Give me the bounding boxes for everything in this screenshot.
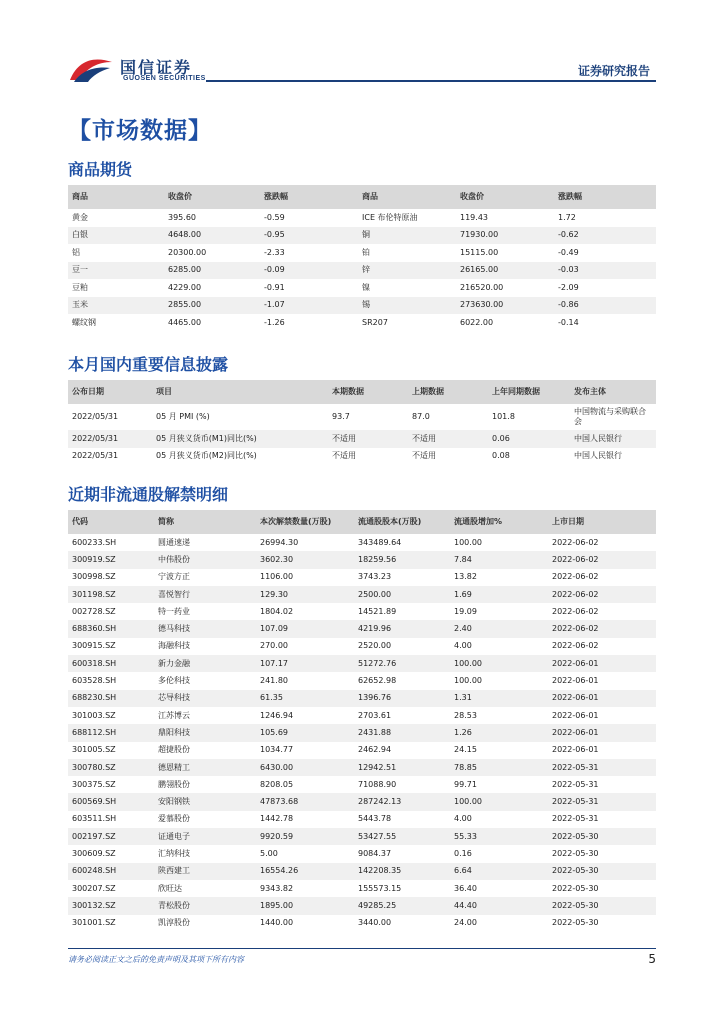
table-cell: 24.15 bbox=[454, 745, 477, 755]
table-cell: 1.31 bbox=[454, 693, 472, 703]
table-cell: 300919.SZ bbox=[72, 554, 116, 564]
table-cell: 6022.00 bbox=[460, 317, 494, 327]
table-cell: 395.60 bbox=[168, 212, 196, 222]
table-row bbox=[68, 314, 656, 332]
commodities-table bbox=[68, 185, 656, 332]
table-cell: 4.00 bbox=[454, 814, 472, 824]
table-cell: 119.43 bbox=[460, 212, 488, 222]
table-cell: 600233.SH bbox=[72, 537, 117, 547]
guosen-logo-icon bbox=[68, 54, 114, 84]
table-cell: 688230.SH bbox=[72, 693, 117, 703]
column-header: 涨跌幅 bbox=[558, 192, 582, 201]
table-cell: 德恩精工 bbox=[158, 762, 190, 772]
table-row bbox=[68, 880, 656, 897]
table-cell: 343489.64 bbox=[358, 537, 402, 547]
table-cell: 002197.SZ bbox=[72, 831, 116, 841]
table-cell: 锌 bbox=[362, 265, 370, 275]
table-cell: 28.53 bbox=[454, 710, 477, 720]
table-cell: 中国物流与采购联合会 bbox=[574, 407, 646, 426]
table-header-row bbox=[68, 185, 656, 209]
table-cell: 688112.SH bbox=[72, 727, 117, 737]
table-cell: 2022-06-02 bbox=[552, 624, 599, 634]
table-cell: 05 月狭义货币(M1)同比(%) bbox=[156, 433, 257, 443]
page-title: 【市场数据】 bbox=[68, 118, 212, 144]
table-cell: 2022-05-30 bbox=[552, 866, 599, 876]
table-cell: 2022-06-01 bbox=[552, 658, 599, 668]
table-cell: 4465.00 bbox=[168, 317, 202, 327]
column-header: 公布日期 bbox=[72, 387, 104, 396]
table-cell: 黄金 bbox=[72, 212, 88, 222]
table-cell: -1.26 bbox=[264, 317, 285, 327]
table-cell: 300609.SZ bbox=[72, 848, 116, 858]
table-cell: 100.00 bbox=[454, 676, 482, 686]
table-cell: 凯淳股份 bbox=[158, 918, 190, 928]
table-cell: 海融科技 bbox=[158, 641, 190, 651]
table-cell: 49285.25 bbox=[358, 900, 397, 910]
table-cell: 19.09 bbox=[454, 606, 477, 616]
table-cell: 12942.51 bbox=[358, 762, 397, 772]
report-type-label: 证券研究报告 bbox=[577, 64, 650, 78]
table-cell: 2022-06-02 bbox=[552, 606, 599, 616]
table-cell: 2022-05-30 bbox=[552, 900, 599, 910]
table-cell: 宁波方正 bbox=[158, 572, 190, 582]
table-cell: 9920.59 bbox=[260, 831, 294, 841]
table-cell: 300915.SZ bbox=[72, 641, 116, 651]
table-cell: 欣旺达 bbox=[158, 883, 182, 893]
table-cell: 100.00 bbox=[454, 658, 482, 668]
table-row bbox=[68, 297, 656, 315]
table-cell: 300998.SZ bbox=[72, 572, 116, 582]
table-cell: 螺纹钢 bbox=[72, 317, 96, 327]
table-cell: 51272.76 bbox=[358, 658, 397, 668]
table-cell: 20300.00 bbox=[168, 247, 207, 257]
table-cell: 不适用 bbox=[412, 451, 436, 461]
table-cell: 豆粕 bbox=[72, 282, 88, 292]
column-header: 简称 bbox=[158, 517, 174, 526]
table-cell: 603511.SH bbox=[72, 814, 117, 824]
footer-divider bbox=[68, 948, 656, 949]
table-cell: 600318.SH bbox=[72, 658, 117, 668]
table-row bbox=[68, 655, 656, 672]
table-cell: 新力金融 bbox=[158, 658, 190, 668]
table-cell: -0.14 bbox=[558, 317, 579, 327]
table-cell: 超捷股份 bbox=[158, 745, 190, 755]
table-row bbox=[68, 404, 656, 430]
logo-english-name: GUOSEN SECURITIES bbox=[123, 75, 206, 82]
table-cell: 105.69 bbox=[260, 727, 288, 737]
disclaimer-note: 请务必阅读正文之后的免责声明及其项下所有内容 bbox=[68, 955, 244, 964]
table-cell: 24.00 bbox=[454, 918, 477, 928]
table-cell: 汇纳科技 bbox=[158, 848, 190, 858]
column-header: 代码 bbox=[72, 517, 88, 526]
table-row bbox=[68, 915, 656, 932]
table-row bbox=[68, 244, 656, 262]
table-cell: 273630.00 bbox=[460, 300, 504, 310]
table-cell: 2022-06-02 bbox=[552, 554, 599, 564]
table-cell: 德马科技 bbox=[158, 624, 190, 634]
table-cell: 2500.00 bbox=[358, 589, 392, 599]
table-cell: 圆通速递 bbox=[158, 537, 190, 547]
table-cell: 53427.55 bbox=[358, 831, 397, 841]
table-row bbox=[68, 776, 656, 793]
table-cell: 2022-05-30 bbox=[552, 918, 599, 928]
table-cell: 55.33 bbox=[454, 831, 477, 841]
table-cell: 36.40 bbox=[454, 883, 477, 893]
column-header: 收盘价 bbox=[460, 192, 484, 201]
table-cell: 129.30 bbox=[260, 589, 288, 599]
column-header: 本期数据 bbox=[332, 387, 364, 396]
table-cell: 江苏博云 bbox=[158, 710, 190, 720]
column-header: 流通股增加% bbox=[454, 517, 503, 526]
table-cell: 青松股份 bbox=[158, 900, 190, 910]
table-cell: 4229.00 bbox=[168, 282, 202, 292]
table-row bbox=[68, 742, 656, 759]
table-cell: 2022/05/31 bbox=[72, 433, 119, 443]
table-cell: 301198.SZ bbox=[72, 589, 116, 599]
table-row bbox=[68, 638, 656, 655]
table-cell: 3440.00 bbox=[358, 918, 392, 928]
table-cell: 芯导科技 bbox=[158, 693, 190, 703]
table-header-row bbox=[68, 510, 656, 534]
table-cell: 2022-06-01 bbox=[552, 693, 599, 703]
table-cell: 特一药业 bbox=[158, 606, 190, 616]
table-cell: 8208.05 bbox=[260, 779, 294, 789]
table-cell: 603528.SH bbox=[72, 676, 117, 686]
table-cell: 2431.88 bbox=[358, 727, 392, 737]
table-cell: 2022-05-31 bbox=[552, 779, 599, 789]
table-cell: 5.00 bbox=[260, 848, 278, 858]
table-cell: 1.26 bbox=[454, 727, 472, 737]
table-cell: 2703.61 bbox=[358, 710, 392, 720]
table-cell: 2022/05/31 bbox=[72, 412, 119, 421]
table-row bbox=[68, 227, 656, 245]
table-row bbox=[68, 534, 656, 551]
table-cell: 中伟股份 bbox=[158, 554, 190, 564]
table-row bbox=[68, 603, 656, 620]
table-cell: 2855.00 bbox=[168, 300, 202, 310]
table-cell: 1034.77 bbox=[260, 745, 294, 755]
table-cell: 2022-06-01 bbox=[552, 676, 599, 686]
table-cell: 13.82 bbox=[454, 572, 477, 582]
table-row bbox=[68, 448, 656, 466]
table-cell: 玉米 bbox=[72, 300, 88, 310]
table-cell: 05 月 PMI (%) bbox=[156, 412, 210, 421]
table-row bbox=[68, 551, 656, 568]
table-cell: -2.33 bbox=[264, 247, 285, 257]
table-cell: 100.00 bbox=[454, 797, 482, 807]
table-row bbox=[68, 724, 656, 741]
table-cell: 16554.26 bbox=[260, 866, 299, 876]
table-row bbox=[68, 897, 656, 914]
table-cell: 241.80 bbox=[260, 676, 288, 686]
table-cell: 87.0 bbox=[412, 412, 430, 421]
table-cell: -0.86 bbox=[558, 300, 579, 310]
table-cell: 270.00 bbox=[260, 641, 288, 651]
table-cell: 6430.00 bbox=[260, 762, 294, 772]
table-cell: 3602.30 bbox=[260, 554, 294, 564]
table-cell: 93.7 bbox=[332, 412, 350, 421]
table-cell: 14521.89 bbox=[358, 606, 397, 616]
table-row bbox=[68, 811, 656, 828]
table-row bbox=[68, 620, 656, 637]
table-cell: 2520.00 bbox=[358, 641, 392, 651]
table-cell: -0.59 bbox=[264, 212, 285, 222]
table-cell: 300375.SZ bbox=[72, 779, 116, 789]
table-cell: 鹏翎股份 bbox=[158, 779, 190, 789]
table-cell: 2022/05/31 bbox=[72, 451, 119, 461]
table-cell: 6.64 bbox=[454, 866, 472, 876]
table-row bbox=[68, 569, 656, 586]
table-cell: 1396.76 bbox=[358, 693, 392, 703]
table-cell: -0.95 bbox=[264, 230, 285, 240]
disclosure-section-title: 本月国内重要信息披露 bbox=[68, 355, 229, 374]
table-cell: 2022-06-02 bbox=[552, 572, 599, 582]
table-cell: -0.91 bbox=[264, 282, 285, 292]
table-cell: 287242.13 bbox=[358, 797, 402, 807]
table-cell: 2022-06-01 bbox=[552, 745, 599, 755]
table-cell: 600248.SH bbox=[72, 866, 117, 876]
column-header: 流通股股本(万股) bbox=[358, 517, 422, 526]
unlock-table bbox=[68, 510, 656, 932]
table-row bbox=[68, 828, 656, 845]
table-cell: 2022-06-02 bbox=[552, 589, 599, 599]
table-cell: ICE 布伦特原油 bbox=[362, 212, 418, 222]
table-cell: 4648.00 bbox=[168, 230, 202, 240]
table-cell: 71930.00 bbox=[460, 230, 499, 240]
table-cell: 26994.30 bbox=[260, 537, 299, 547]
column-header: 收盘价 bbox=[168, 192, 192, 201]
table-cell: 1442.78 bbox=[260, 814, 294, 824]
table-cell: 101.8 bbox=[492, 412, 515, 421]
table-cell: 2022-06-02 bbox=[552, 537, 599, 547]
table-cell: 301001.SZ bbox=[72, 918, 116, 928]
table-cell: -0.49 bbox=[558, 247, 579, 257]
table-cell: 18259.56 bbox=[358, 554, 397, 564]
table-cell: 铜 bbox=[362, 230, 370, 240]
table-cell: 中国人民银行 bbox=[574, 451, 622, 461]
table-cell: 6285.00 bbox=[168, 265, 202, 275]
table-cell: 中国人民银行 bbox=[574, 433, 622, 443]
table-cell: 216520.00 bbox=[460, 282, 504, 292]
table-cell: 61.35 bbox=[260, 693, 283, 703]
table-cell: 不适用 bbox=[332, 451, 356, 461]
column-header: 项目 bbox=[156, 387, 172, 396]
table-cell: 05 月狭义货币(M2)同比(%) bbox=[156, 451, 257, 461]
table-cell: 2022-06-01 bbox=[552, 710, 599, 720]
table-cell: 2.40 bbox=[454, 624, 472, 634]
table-cell: 证通电子 bbox=[158, 831, 190, 841]
table-row bbox=[68, 845, 656, 862]
table-cell: 1106.00 bbox=[260, 572, 294, 582]
table-cell: 1.69 bbox=[454, 589, 472, 599]
table-cell: 301005.SZ bbox=[72, 745, 116, 755]
table-row bbox=[68, 793, 656, 810]
table-cell: 1246.94 bbox=[260, 710, 294, 720]
table-cell: 3743.23 bbox=[358, 572, 392, 582]
table-cell: 71088.90 bbox=[358, 779, 397, 789]
table-cell: 2022-06-02 bbox=[552, 641, 599, 651]
table-cell: 2022-05-31 bbox=[552, 814, 599, 824]
table-cell: 9343.82 bbox=[260, 883, 294, 893]
table-header-row bbox=[68, 380, 656, 404]
unlock-section-title: 近期非流通股解禁明细 bbox=[68, 485, 229, 504]
table-cell: 镍 bbox=[362, 282, 370, 292]
table-cell: 多伦科技 bbox=[158, 676, 190, 686]
table-cell: 喜悦智行 bbox=[158, 589, 190, 599]
table-cell: 1440.00 bbox=[260, 918, 294, 928]
table-cell: 0.16 bbox=[454, 848, 472, 858]
table-cell: 陕西建工 bbox=[158, 866, 190, 876]
column-header: 商品 bbox=[362, 192, 378, 201]
table-cell: 4219.96 bbox=[358, 624, 392, 634]
table-row bbox=[68, 690, 656, 707]
table-cell: 不适用 bbox=[412, 433, 436, 443]
table-cell: 44.40 bbox=[454, 900, 477, 910]
table-cell: 26165.00 bbox=[460, 265, 499, 275]
table-cell: 铂 bbox=[362, 247, 370, 257]
table-row bbox=[68, 209, 656, 227]
table-row bbox=[68, 672, 656, 689]
table-cell: 107.17 bbox=[260, 658, 288, 668]
table-cell: 4.00 bbox=[454, 641, 472, 651]
table-cell: 2462.94 bbox=[358, 745, 392, 755]
table-cell: 安阳钢铁 bbox=[158, 797, 190, 807]
table-cell: 100.00 bbox=[454, 537, 482, 547]
table-cell: 301003.SZ bbox=[72, 710, 116, 720]
table-cell: 白银 bbox=[72, 230, 88, 240]
column-header: 上市日期 bbox=[552, 517, 584, 526]
table-cell: 155573.15 bbox=[358, 883, 402, 893]
table-cell: 600569.SH bbox=[72, 797, 117, 807]
table-cell: -0.62 bbox=[558, 230, 579, 240]
column-header: 上期数据 bbox=[412, 387, 444, 396]
table-cell: -1.07 bbox=[264, 300, 285, 310]
table-cell: SR207 bbox=[362, 317, 388, 327]
table-cell: 铝 bbox=[72, 247, 80, 257]
table-cell: 2022-05-31 bbox=[552, 762, 599, 772]
table-row bbox=[68, 279, 656, 297]
table-cell: 9084.37 bbox=[358, 848, 392, 858]
table-cell: 142208.35 bbox=[358, 866, 402, 876]
table-cell: 62652.98 bbox=[358, 676, 397, 686]
table-cell: 107.09 bbox=[260, 624, 288, 634]
table-cell: 2022-05-31 bbox=[552, 797, 599, 807]
table-row bbox=[68, 262, 656, 280]
table-cell: 不适用 bbox=[332, 433, 356, 443]
table-cell: 豆一 bbox=[72, 265, 88, 275]
table-cell: 2022-05-30 bbox=[552, 848, 599, 858]
table-cell: 78.85 bbox=[454, 762, 477, 772]
table-cell: 5443.78 bbox=[358, 814, 392, 824]
table-cell: -0.09 bbox=[264, 265, 285, 275]
table-cell: 15115.00 bbox=[460, 247, 499, 257]
table-cell: 688360.SH bbox=[72, 624, 117, 634]
table-cell: 0.06 bbox=[492, 433, 510, 443]
table-cell: 99.71 bbox=[454, 779, 477, 789]
logo-chinese-name: 国信证券 bbox=[120, 58, 193, 77]
column-header: 发布主体 bbox=[574, 387, 606, 396]
column-header: 上年同期数据 bbox=[492, 387, 540, 396]
table-cell: -0.03 bbox=[558, 265, 579, 275]
table-cell: 2022-05-30 bbox=[552, 883, 599, 893]
header-divider bbox=[206, 80, 656, 82]
page-header bbox=[68, 48, 656, 88]
table-row bbox=[68, 586, 656, 603]
table-cell: 47873.68 bbox=[260, 797, 299, 807]
table-cell: 0.08 bbox=[492, 451, 510, 461]
column-header: 涨跌幅 bbox=[264, 192, 288, 201]
column-header: 本次解禁数量(万股) bbox=[260, 517, 332, 526]
disclosure-table bbox=[68, 380, 656, 465]
table-cell: 002728.SZ bbox=[72, 606, 116, 616]
table-cell: 2022-06-01 bbox=[552, 727, 599, 737]
table-cell: 鼎阳科技 bbox=[158, 727, 190, 737]
table-cell: 2022-05-30 bbox=[552, 831, 599, 841]
column-header: 商品 bbox=[72, 192, 88, 201]
commodities-section-title: 商品期货 bbox=[68, 160, 133, 179]
table-cell: 300132.SZ bbox=[72, 900, 116, 910]
table-cell: 爱慕股份 bbox=[158, 814, 190, 824]
table-row bbox=[68, 863, 656, 880]
page-number: 5 bbox=[648, 952, 656, 966]
table-cell: 1804.02 bbox=[260, 606, 294, 616]
table-cell: 锡 bbox=[362, 300, 370, 310]
table-cell: 1895.00 bbox=[260, 900, 294, 910]
table-row bbox=[68, 430, 656, 448]
table-cell: 7.84 bbox=[454, 554, 472, 564]
table-cell: 300207.SZ bbox=[72, 883, 116, 893]
table-cell: 1.72 bbox=[558, 212, 576, 222]
table-cell: 300780.SZ bbox=[72, 762, 116, 772]
table-row bbox=[68, 707, 656, 724]
table-row bbox=[68, 759, 656, 776]
table-cell: -2.09 bbox=[558, 282, 579, 292]
